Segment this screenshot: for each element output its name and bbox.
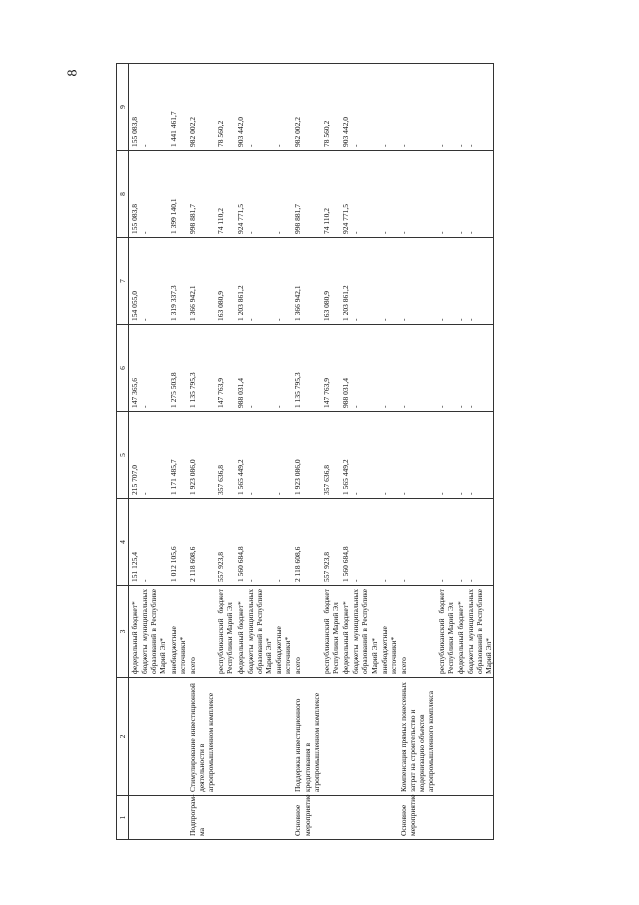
value-cell: 1 275 503,8	[168, 325, 187, 412]
row-type-cell: Основное мероприятие	[398, 796, 436, 840]
value-cell: -	[273, 64, 292, 151]
value-cell: 215 707,0	[129, 412, 140, 499]
row-name-cell	[139, 678, 167, 796]
table-header	[117, 64, 129, 840]
row-type-cell	[215, 796, 234, 840]
column-header-2: 2	[117, 678, 129, 796]
header-row	[117, 64, 129, 840]
funding-source-cell: республиканский бюджет Республики Марий Эл	[215, 586, 234, 678]
row-name-cell	[245, 678, 273, 796]
page-number: 8	[65, 69, 81, 77]
row-name-cell	[465, 678, 494, 796]
value-cell: -	[245, 412, 273, 499]
table-row	[340, 64, 350, 840]
value-cell: 163 080,9	[321, 238, 340, 325]
value-cell: -	[350, 412, 378, 499]
funding-source-cell: бюджеты муниципальных образований в Республике Марий Эл*	[350, 586, 378, 678]
value-cell: -	[455, 238, 465, 325]
funding-source-cell: бюджеты муниципальных образований в Республике Марий Эл*	[245, 586, 273, 678]
funding-source-cell: внебюджетные источники*	[379, 586, 398, 678]
value-cell: -	[379, 64, 398, 151]
value-cell: -	[436, 412, 455, 499]
value-cell: -	[245, 499, 273, 586]
row-name-cell: Поддержка инвестиционного кредитования в агропромышленном комплексе	[292, 678, 320, 796]
funding-source-cell: всего	[292, 586, 320, 678]
row-type-cell	[321, 796, 340, 840]
funding-source-cell: всего	[187, 586, 215, 678]
value-cell: 1 135 795,3	[292, 325, 320, 412]
value-cell: -	[436, 238, 455, 325]
value-cell: -	[273, 151, 292, 238]
value-cell: 357 636,8	[215, 412, 234, 499]
row-type-cell: Подпрограм-ма	[187, 796, 215, 840]
value-cell: -	[139, 64, 167, 151]
value-cell: -	[245, 151, 273, 238]
value-cell: -	[139, 412, 167, 499]
funding-source-cell: внебюджетные источники*	[168, 586, 187, 678]
funding-source-cell: бюджеты муниципальных образований в Республике Марий Эл*	[465, 586, 494, 678]
table-row	[455, 64, 465, 840]
value-cell: -	[379, 238, 398, 325]
column-header-7: 7	[117, 238, 129, 325]
value-cell: 74 110,2	[321, 151, 340, 238]
table-row	[465, 64, 494, 840]
value-cell: -	[398, 238, 436, 325]
funding-source-cell: федеральный бюджет*	[129, 586, 140, 678]
table-row	[129, 64, 140, 840]
table-row	[187, 64, 215, 840]
value-cell: -	[350, 325, 378, 412]
value-cell: -	[455, 325, 465, 412]
value-cell: -	[436, 499, 455, 586]
row-type-cell	[129, 796, 140, 840]
table-row	[273, 64, 292, 840]
value-cell: 988 031,4	[235, 325, 245, 412]
value-cell: -	[273, 325, 292, 412]
row-type-cell	[350, 796, 378, 840]
table-body	[129, 64, 494, 840]
value-cell: -	[350, 151, 378, 238]
value-cell: -	[398, 499, 436, 586]
row-type-cell	[235, 796, 245, 840]
value-cell: 903 442,0	[340, 64, 350, 151]
row-type-cell	[139, 796, 167, 840]
row-name-cell	[379, 678, 398, 796]
row-name-cell	[168, 678, 187, 796]
value-cell: -	[379, 412, 398, 499]
value-cell: 1 012 105,6	[168, 499, 187, 586]
table-row	[168, 64, 187, 840]
table-row	[321, 64, 340, 840]
value-cell: 924 771,5	[340, 151, 350, 238]
value-cell: -	[350, 64, 378, 151]
value-cell: -	[465, 325, 494, 412]
budget-table	[116, 63, 494, 840]
table-row	[139, 64, 167, 840]
value-cell: 2 118 608,6	[187, 499, 215, 586]
value-cell: 357 636,8	[321, 412, 340, 499]
row-type-cell	[455, 796, 465, 840]
value-cell: 924 771,5	[235, 151, 245, 238]
row-name-cell	[350, 678, 378, 796]
value-cell: 557 923,8	[321, 499, 340, 586]
value-cell: -	[455, 151, 465, 238]
value-cell: 2 118 608,6	[292, 499, 320, 586]
table-row	[292, 64, 320, 840]
row-type-cell	[465, 796, 494, 840]
column-header-9: 9	[117, 64, 129, 151]
value-cell: -	[398, 325, 436, 412]
value-cell: 154 055,0	[129, 238, 140, 325]
row-name-cell	[235, 678, 245, 796]
value-cell: 557 923,8	[215, 499, 234, 586]
value-cell: 982 002,2	[292, 64, 320, 151]
row-name-cell	[321, 678, 340, 796]
value-cell: 1 319 337,3	[168, 238, 187, 325]
funding-source-cell: федеральный бюджет*	[340, 586, 350, 678]
table-row	[215, 64, 234, 840]
value-cell: 1 203 861,2	[235, 238, 245, 325]
value-cell: -	[465, 499, 494, 586]
value-cell: 903 442,0	[235, 64, 245, 151]
table-row	[235, 64, 245, 840]
row-type-cell	[379, 796, 398, 840]
value-cell: -	[455, 499, 465, 586]
value-cell: -	[379, 151, 398, 238]
row-name-cell: Компенсация прямых понесенных затрат на строительство и модернизацию объектов агропромышленного комплекса	[398, 678, 436, 796]
column-header-5: 5	[117, 412, 129, 499]
value-cell: 998 881,7	[292, 151, 320, 238]
value-cell: 1 565 449,2	[235, 412, 245, 499]
column-header-1: 1	[117, 796, 129, 840]
value-cell: -	[455, 412, 465, 499]
value-cell: -	[436, 325, 455, 412]
value-cell: 155 083,8	[129, 151, 140, 238]
value-cell: 78 560,2	[215, 64, 234, 151]
table-row	[398, 64, 436, 840]
value-cell: 147 763,9	[215, 325, 234, 412]
value-cell: -	[245, 238, 273, 325]
funding-source-cell: бюджеты муниципальных образований в Республике Марий Эл*	[139, 586, 167, 678]
value-cell: -	[139, 325, 167, 412]
value-cell: 988 031,4	[340, 325, 350, 412]
value-cell: 1 203 861,2	[340, 238, 350, 325]
value-cell: -	[350, 238, 378, 325]
value-cell: -	[436, 64, 455, 151]
value-cell: -	[398, 64, 436, 151]
row-name-cell	[340, 678, 350, 796]
funding-source-cell: федеральный бюджет*	[455, 586, 465, 678]
value-cell: 1 565 449,2	[340, 412, 350, 499]
value-cell: 155 083,8	[129, 64, 140, 151]
row-type-cell	[273, 796, 292, 840]
value-cell: 1 171 485,7	[168, 412, 187, 499]
row-name-cell	[436, 678, 455, 796]
value-cell: -	[465, 238, 494, 325]
value-cell: -	[379, 325, 398, 412]
row-name-cell	[215, 678, 234, 796]
value-cell: 1 923 086,0	[187, 412, 215, 499]
row-name-cell	[273, 678, 292, 796]
row-type-cell	[340, 796, 350, 840]
value-cell: -	[455, 64, 465, 151]
table-row	[379, 64, 398, 840]
column-header-6: 6	[117, 325, 129, 412]
column-header-3: 3	[117, 586, 129, 678]
value-cell: 998 881,7	[187, 151, 215, 238]
value-cell: -	[273, 412, 292, 499]
value-cell: 1 560 684,8	[340, 499, 350, 586]
value-cell: 1 135 795,3	[187, 325, 215, 412]
funding-source-cell: республиканский бюджет Республики Марий Эл	[321, 586, 340, 678]
value-cell: 1 399 140,1	[168, 151, 187, 238]
value-cell: -	[436, 151, 455, 238]
table-row	[350, 64, 378, 840]
value-cell: 74 110,2	[215, 151, 234, 238]
value-cell: 1 441 461,7	[168, 64, 187, 151]
value-cell: -	[398, 151, 436, 238]
value-cell: 1 366 942,1	[292, 238, 320, 325]
column-header-4: 4	[117, 499, 129, 586]
value-cell: 151 125,4	[129, 499, 140, 586]
value-cell: -	[465, 64, 494, 151]
funding-source-cell: внебюджетные источники*	[273, 586, 292, 678]
row-type-cell	[436, 796, 455, 840]
value-cell: 78 560,2	[321, 64, 340, 151]
value-cell: 1 923 086,0	[292, 412, 320, 499]
funding-source-cell: республиканский бюджет Республики Марий Эл	[436, 586, 455, 678]
value-cell: -	[350, 499, 378, 586]
row-type-cell	[245, 796, 273, 840]
value-cell: -	[379, 499, 398, 586]
row-type-cell	[168, 796, 187, 840]
funding-source-cell: всего	[398, 586, 436, 678]
value-cell: 1 560 684,8	[235, 499, 245, 586]
budget-table-sheet	[116, 64, 549, 840]
row-type-cell: Основное мероприятие	[292, 796, 320, 840]
column-header-8: 8	[117, 151, 129, 238]
value-cell: -	[465, 151, 494, 238]
value-cell: -	[139, 238, 167, 325]
value-cell: -	[398, 412, 436, 499]
table-row	[245, 64, 273, 840]
table-row	[436, 64, 455, 840]
value-cell: 147 763,9	[321, 325, 340, 412]
value-cell: -	[245, 64, 273, 151]
value-cell: -	[465, 412, 494, 499]
value-cell: 982 002,2	[187, 64, 215, 151]
value-cell: 147 365,6	[129, 325, 140, 412]
row-name-cell: Стимулирование инвестиционной деятельности в агропромышленном комплексе	[187, 678, 215, 796]
funding-source-cell: федеральный бюджет*	[235, 586, 245, 678]
row-name-cell	[455, 678, 465, 796]
value-cell: -	[273, 238, 292, 325]
value-cell: -	[139, 499, 167, 586]
value-cell: -	[139, 151, 167, 238]
value-cell: -	[245, 325, 273, 412]
row-name-cell	[129, 678, 140, 796]
value-cell: 1 366 942,1	[187, 238, 215, 325]
value-cell: 163 080,9	[215, 238, 234, 325]
value-cell: -	[273, 499, 292, 586]
